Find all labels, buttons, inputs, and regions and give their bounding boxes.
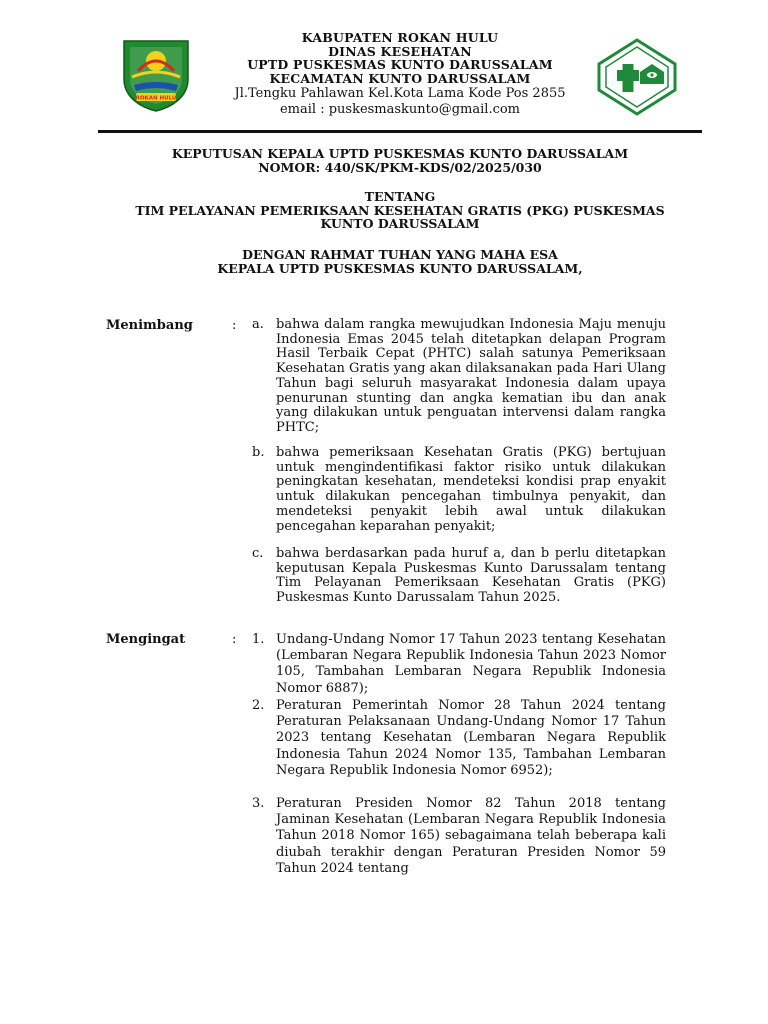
emblem-label: ROKAN HULU (135, 95, 177, 102)
menimbang-item-c (252, 547, 668, 606)
item-marker: c. (252, 546, 264, 561)
tentang-label: TENTANG (364, 189, 436, 204)
letterhead-regency: KABUPATEN ROKAN HULU (301, 30, 499, 45)
letterhead-puskesmas: UPTD PUSKESMAS KUNTO DARUSSALAM (247, 57, 553, 73)
letterhead-address: Jl.Tengku Pahlawan Kel.Kota Lama Kode Pos 2855 (234, 86, 566, 102)
item-text: Peraturan Pemerintah Nomor 28 Tahun 2024 tentang Peraturan Pelaksanaan Undang-Undang Nomor 17 Tahun 2023 tentang Kesehatan (Lembaran Negara Republik Indonesia Tahun 2024 Nomor 135, Tambahan Lembaran Negara Republik Indonesia Nomor 6952); (276, 698, 666, 778)
mengingat-label: Mengingat (106, 632, 186, 647)
subject-line-2: KUNTO DARUSSALAM (320, 216, 480, 232)
letterhead (190, 31, 610, 117)
mengingat-colon: : (232, 632, 237, 647)
letterhead-district: KECAMATAN KUNTO DARUSSALAM (269, 70, 531, 86)
item-text: bahwa dalam rangka mewujudkan Indonesia Maju menuju Indonesia Emas 2045 telah ditetapkan delapan Program Hasil Terbaik Cepat (PHTC) salah satunya Pemeriksaan Kesehatan Gratis yang akan dilaksanakan pada Hari Ulang Tahun bagi seluruh masyarakat Indonesia dalam upaya penurunan stunting dan angka kematian ibu dan anak yang dilakukan untuk penguatan intervensi dalam rangka PHTC; (276, 317, 666, 435)
decree-blessing (100, 248, 700, 275)
item-marker: a. (252, 317, 264, 332)
blessing-line-2: KEPALA UPTD PUSKESMAS KUNTO DARUSSALAM, (217, 260, 583, 276)
letterhead-email: email : puskesmaskunto@gmail.com (279, 102, 521, 118)
subject-line-1: TIM PELAYANAN PEMERIKSAAN KESEHATAN GRATIS (PKG) PUSKESMAS (135, 202, 665, 218)
letterhead-divider (98, 130, 702, 133)
menimbang-label: Menimbang (106, 318, 193, 333)
puskesmas-logo (596, 38, 678, 116)
blessing-line-1: DENGAN RAHMAT TUHAN YANG MAHA ESA (242, 247, 558, 262)
item-marker: b. (252, 445, 265, 460)
mengingat-item-2 (252, 698, 668, 779)
decree-title: KEPUTUSAN KEPALA UPTD PUSKESMAS KUNTO DARUSSALAM (171, 146, 629, 161)
menimbang-colon: : (232, 318, 237, 333)
item-text: Peraturan Presiden Nomor 82 Tahun 2018 tentang Jaminan Kesehatan (Lembaran Negara Republik Indonesia Tahun 2018 Nomor 165) sebagaimana telah beberapa kali diubah terakhir dengan Peraturan Presiden Nomor 59 Tahun 2024 tentang (276, 796, 666, 876)
mengingat-item-3 (252, 796, 668, 877)
item-marker: 1. (252, 632, 265, 647)
menimbang-item-a (252, 318, 668, 436)
letterhead-department: DINAS KESEHATAN (328, 43, 472, 59)
decree-subject (100, 190, 700, 231)
decree-number: NOMOR: 440/SK/PKM-KDS/02/2025/030 (258, 159, 542, 175)
mengingat-item-1 (252, 632, 668, 697)
rokan-hulu-emblem (118, 37, 194, 113)
item-marker: 2. (252, 698, 265, 713)
decree-heading (100, 147, 700, 174)
item-marker: 3. (252, 796, 265, 811)
item-text: Undang-Undang Nomor 17 Tahun 2023 tentang Kesehatan (Lembaran Negara Republik Indonesia Tahun 2023 Nomor 105, Tambahan Lembaran Negara Republik Indonesia Nomor 6887); (276, 632, 666, 696)
item-text: bahwa pemeriksaan Kesehatan Gratis (PKG) bertujuan untuk mengindentifikasi faktor risiko untuk dilakukan peningkatan kesehatan, mendeteksi kondisi prap enyakit untuk dilakukan pencegahan timbulnya penyakit, dan mendeteksi penyakit lebih awal untuk dilakukan pencegahan keparahan penyakit; (276, 445, 666, 534)
menimbang-item-b (252, 446, 668, 534)
item-text: bahwa berdasarkan pada huruf a, dan b perlu ditetapkan keputusan Kepala Puskesmas Kunto Darussalam tentang Tim Pelayanan Pemeriksaan Kesehatan Gratis (PKG) Puskesmas Kunto Darussalam Tahun 2025. (276, 546, 666, 606)
